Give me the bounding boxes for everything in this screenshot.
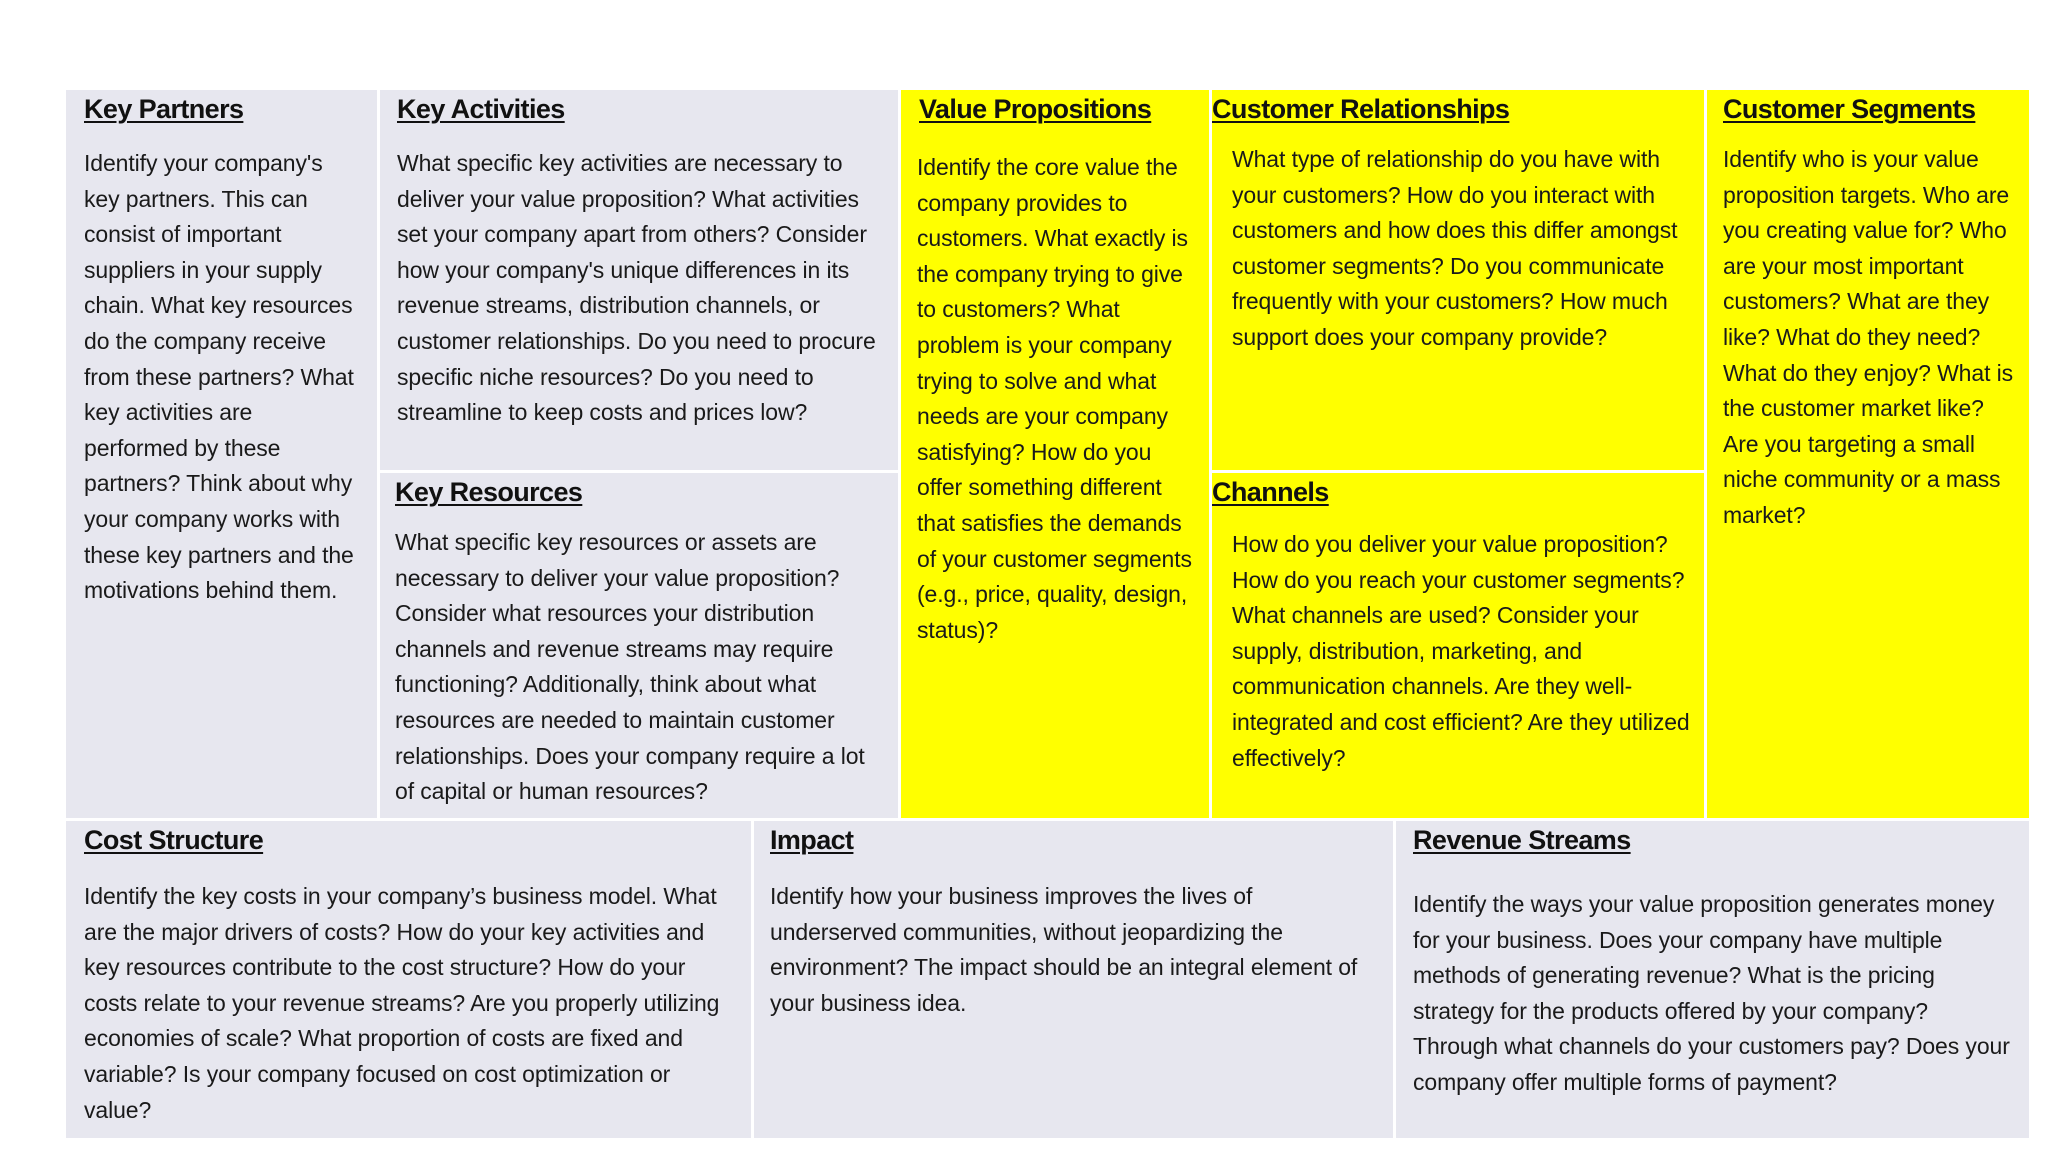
impact-cell: [754, 821, 1393, 1138]
cost-structure-text: Identify the key costs in your company’s business model. What are the major drivers of costs? How do your key activities and key resources contribute to the cost structure? How do your costs relate to your revenue streams? Are you properly utilizing economies of scale? What proportion of costs are fixed and variable? Is your company focused on cost optimization or value?: [84, 883, 720, 1123]
channels-title: Channels: [1212, 477, 1329, 507]
key-activities-title: Key Activities: [397, 94, 565, 124]
key-resources-cell: [380, 473, 898, 818]
revenue-streams-text: Identify the ways your value proposition generates money for your business. Does your company have multiple methods of generating revenue? What is the pricing strategy for the products offered by your company? Through what channels do your customers pay? Does your company offer multiple forms of payment?: [1413, 891, 2010, 1095]
customer-segments-cell: [1707, 90, 2029, 818]
key-activities-cell: [380, 90, 898, 470]
revenue-streams-cell: [1396, 821, 2029, 1138]
key-resources-text: What specific key resources or assets are necessary to deliver your value proposition? Consider what resources your distribution channels and revenue streams may require functioning? Additionally, think about what resources are needed to maintain customer relationships. Does your company require a lot of capital or human resources?: [395, 529, 865, 805]
impact-text: Identify how your business improves the lives of underserved communities, without jeopardizing the environment? The impact should be an integral element of your business idea.: [770, 883, 1358, 1016]
value-propositions-text: Identify the core value the company provides to customers. What exactly is the company trying to give to customers? What problem is your company trying to solve and what needs are your company satisfying? How do you offer something different that satisfies the demands of your customer segments (e.g., price, quality, design, status)?: [917, 154, 1192, 643]
channels-text: How do you deliver your value proposition? How do you reach your customer segments? What channels are used? Consider your supply, distribution, marketing, and communication channels. Are they well-integrated and cost efficient? Are they utilized effectively?: [1232, 531, 1690, 771]
key-partners-title: Key Partners: [84, 94, 244, 124]
cost-structure-title: Cost Structure: [84, 825, 264, 855]
impact-title: Impact: [770, 825, 854, 855]
customer-relationships-text: What type of relationship do you have with your customers? How do you interact with customers and how does this differ amongst customer segments? Do you communicate frequently with your customers? How much support does your company provide?: [1232, 146, 1678, 350]
cost-structure-cell: [66, 821, 751, 1138]
customer-relationships-title: Customer Relationships: [1212, 94, 1510, 124]
key-activities-text: What specific key activities are necessary to deliver your value proposition? What activities set your company apart from others? Consider how your company's unique differences in its revenue streams, distribution channels, or customer relationships. Do you need to procure specific niche resources? Do you need to streamline to keep costs and prices low?: [397, 150, 876, 426]
key-resources-title: Key Resources: [395, 477, 583, 507]
revenue-streams-title: Revenue Streams: [1413, 825, 1631, 855]
customer-segments-title: Customer Segments: [1723, 94, 1976, 124]
key-partners-cell: [66, 90, 377, 818]
channels-cell: [1212, 473, 1704, 818]
key-partners-text: Identify your company's key partners. This can consist of important suppliers in your supply chain. What key resources do the company receive from these partners? What key activities are performed by these partners? Think about why your company works with these key partners and the motivations behind them.: [84, 150, 354, 604]
value-propositions-title: Value Propositions: [919, 94, 1152, 124]
value-propositions-cell: [901, 90, 1209, 818]
customer-relationships-cell: [1212, 90, 1704, 470]
customer-segments-text: Identify who is your value proposition targets. Who are you creating value for? Who are your most important customers? What are they like? What do they need? What do they enjoy? What is the customer market like? Are you targeting a small niche community or a mass market?: [1723, 146, 2014, 528]
